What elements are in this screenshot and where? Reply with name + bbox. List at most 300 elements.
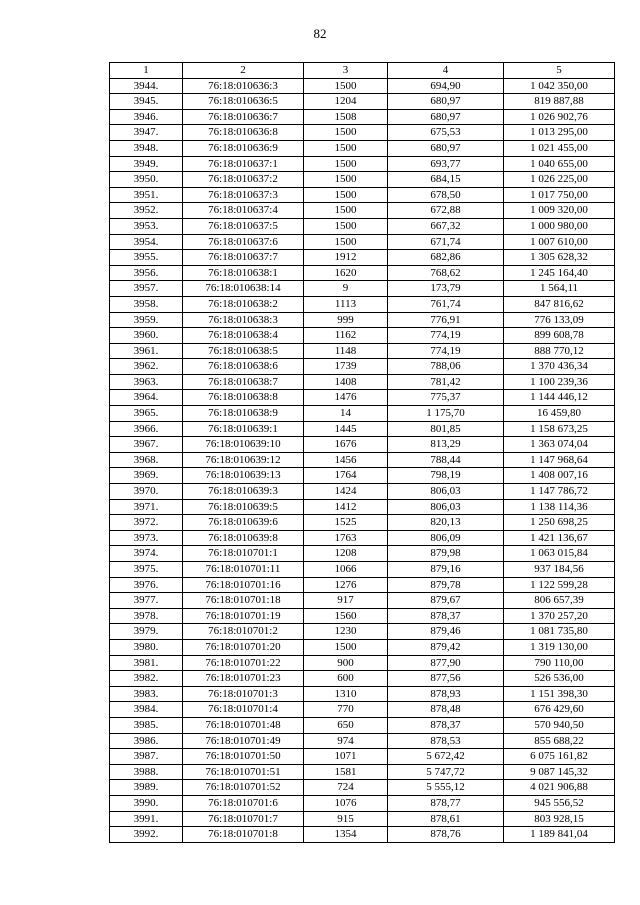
rate-value: 788,44 — [388, 452, 504, 468]
cadastral-number: 76:18:010701:2 — [183, 624, 304, 640]
table-row — [110, 203, 615, 219]
area-value: 1500 — [304, 140, 388, 156]
cadastral-number: 76:18:010639:3 — [183, 484, 304, 500]
table-row — [110, 686, 615, 702]
area-value: 1162 — [304, 328, 388, 344]
table-row — [110, 780, 615, 796]
amount-value: 1 319 130,00 — [504, 639, 615, 655]
area-value: 1412 — [304, 499, 388, 515]
cadastral-number: 76:18:010701:19 — [183, 608, 304, 624]
row-number: 3988. — [110, 764, 183, 780]
table-row — [110, 94, 615, 110]
rate-value: 774,19 — [388, 328, 504, 344]
area-value: 1764 — [304, 468, 388, 484]
table-row — [110, 624, 615, 640]
rate-value: 879,78 — [388, 577, 504, 593]
row-number: 3970. — [110, 484, 183, 500]
amount-value: 1 007 610,00 — [504, 234, 615, 250]
amount-value: 1 042 350,00 — [504, 78, 615, 94]
amount-value: 9 087 145,32 — [504, 764, 615, 780]
cadastral-number: 76:18:010638:4 — [183, 328, 304, 344]
row-number: 3958. — [110, 296, 183, 312]
amount-value: 1 013 295,00 — [504, 125, 615, 141]
rate-value: 684,15 — [388, 172, 504, 188]
row-number: 3967. — [110, 437, 183, 453]
area-value: 1066 — [304, 562, 388, 578]
area-value: 1310 — [304, 686, 388, 702]
amount-value: 6 075 161,82 — [504, 749, 615, 765]
amount-value: 803 928,15 — [504, 811, 615, 827]
rate-value: 1 175,70 — [388, 406, 504, 422]
column-header: 3 — [304, 63, 388, 79]
cadastral-number: 76:18:010638:9 — [183, 406, 304, 422]
table-row — [110, 733, 615, 749]
row-number: 3949. — [110, 156, 183, 172]
area-value: 1113 — [304, 296, 388, 312]
table-row — [110, 702, 615, 718]
cadastral-number: 76:18:010701:23 — [183, 671, 304, 687]
area-value: 1500 — [304, 78, 388, 94]
row-number: 3980. — [110, 639, 183, 655]
column-header: 2 — [183, 63, 304, 79]
area-value: 1445 — [304, 421, 388, 437]
rate-value: 768,62 — [388, 265, 504, 281]
rate-value: 806,09 — [388, 530, 504, 546]
rate-value: 682,86 — [388, 250, 504, 266]
cadastral-number: 76:18:010637:1 — [183, 156, 304, 172]
row-number: 3989. — [110, 780, 183, 796]
table-row — [110, 795, 615, 811]
area-value: 1476 — [304, 390, 388, 406]
cadastral-number: 76:18:010701:3 — [183, 686, 304, 702]
row-number: 3969. — [110, 468, 183, 484]
cadastral-number: 76:18:010639:6 — [183, 515, 304, 531]
cadastral-number: 76:18:010636:8 — [183, 125, 304, 141]
rate-value: 878,76 — [388, 827, 504, 843]
row-number: 3968. — [110, 452, 183, 468]
table-row — [110, 390, 615, 406]
rate-value: 5 747,72 — [388, 764, 504, 780]
table-row — [110, 265, 615, 281]
rate-value: 672,88 — [388, 203, 504, 219]
rate-value: 678,50 — [388, 187, 504, 203]
amount-value: 1 370 436,34 — [504, 359, 615, 375]
cadastral-number: 76:18:010638:2 — [183, 296, 304, 312]
row-number: 3986. — [110, 733, 183, 749]
area-value: 724 — [304, 780, 388, 796]
amount-value: 806 657,39 — [504, 593, 615, 609]
rate-value: 781,42 — [388, 374, 504, 390]
rate-value: 820,13 — [388, 515, 504, 531]
row-number: 3946. — [110, 109, 183, 125]
area-value: 1525 — [304, 515, 388, 531]
amount-value: 676 429,60 — [504, 702, 615, 718]
rate-value: 761,74 — [388, 296, 504, 312]
area-value: 600 — [304, 671, 388, 687]
area-value: 1500 — [304, 172, 388, 188]
area-value: 9 — [304, 281, 388, 297]
row-number: 3956. — [110, 265, 183, 281]
rate-value: 813,29 — [388, 437, 504, 453]
area-value: 650 — [304, 717, 388, 733]
cadastral-number: 76:18:010637:2 — [183, 172, 304, 188]
table-row — [110, 172, 615, 188]
cadastral-number: 76:18:010701:22 — [183, 655, 304, 671]
rate-value: 806,03 — [388, 484, 504, 500]
cadastral-number: 76:18:010637:3 — [183, 187, 304, 203]
rate-value: 5 555,12 — [388, 780, 504, 796]
rate-value: 806,03 — [388, 499, 504, 515]
amount-value: 819 887,88 — [504, 94, 615, 110]
table-row — [110, 78, 615, 94]
table-row — [110, 577, 615, 593]
amount-value: 1 363 074,04 — [504, 437, 615, 453]
cadastral-number: 76:18:010638:5 — [183, 343, 304, 359]
amount-value: 1 370 257,20 — [504, 608, 615, 624]
area-value: 917 — [304, 593, 388, 609]
amount-value: 1 063 015,84 — [504, 546, 615, 562]
area-value: 14 — [304, 406, 388, 422]
cadastral-number: 76:18:010701:7 — [183, 811, 304, 827]
cadastral-number: 76:18:010638:7 — [183, 374, 304, 390]
rate-value: 776,91 — [388, 312, 504, 328]
rate-value: 173,79 — [388, 281, 504, 297]
amount-value: 1 421 136,67 — [504, 530, 615, 546]
area-value: 1148 — [304, 343, 388, 359]
area-value: 1581 — [304, 764, 388, 780]
row-number: 3948. — [110, 140, 183, 156]
cadastral-number: 76:18:010701:4 — [183, 702, 304, 718]
row-number: 3966. — [110, 421, 183, 437]
area-value: 1354 — [304, 827, 388, 843]
cadastral-number: 76:18:010701:50 — [183, 749, 304, 765]
table-row — [110, 140, 615, 156]
table-row — [110, 499, 615, 515]
table-row — [110, 250, 615, 266]
area-value: 999 — [304, 312, 388, 328]
amount-value: 937 184,56 — [504, 562, 615, 578]
area-value: 1204 — [304, 94, 388, 110]
column-header: 5 — [504, 63, 615, 79]
cadastral-number: 76:18:010638:3 — [183, 312, 304, 328]
amount-value: 16 459,80 — [504, 406, 615, 422]
table-row — [110, 312, 615, 328]
amount-value: 1 040 655,00 — [504, 156, 615, 172]
area-value: 1071 — [304, 749, 388, 765]
cadastral-number: 76:18:010639:5 — [183, 499, 304, 515]
table-row — [110, 359, 615, 375]
row-number: 3961. — [110, 343, 183, 359]
cadastral-number: 76:18:010638:1 — [183, 265, 304, 281]
row-number: 3976. — [110, 577, 183, 593]
area-value: 1230 — [304, 624, 388, 640]
amount-value: 4 021 906,88 — [504, 780, 615, 796]
amount-value: 790 110,00 — [504, 655, 615, 671]
cadastral-number: 76:18:010701:51 — [183, 764, 304, 780]
table-row — [110, 296, 615, 312]
area-value: 1500 — [304, 187, 388, 203]
area-value: 1208 — [304, 546, 388, 562]
row-number: 3960. — [110, 328, 183, 344]
row-number: 3974. — [110, 546, 183, 562]
row-number: 3962. — [110, 359, 183, 375]
amount-value: 526 536,00 — [504, 671, 615, 687]
row-number: 3978. — [110, 608, 183, 624]
amount-value: 1 147 968,64 — [504, 452, 615, 468]
area-value: 1912 — [304, 250, 388, 266]
column-header: 4 — [388, 63, 504, 79]
amount-value: 899 608,78 — [504, 328, 615, 344]
table-row — [110, 639, 615, 655]
area-value: 1500 — [304, 639, 388, 655]
amount-value: 1 000 980,00 — [504, 218, 615, 234]
rate-value: 878,61 — [388, 811, 504, 827]
table-row — [110, 546, 615, 562]
rate-value: 879,42 — [388, 639, 504, 655]
rate-value: 680,97 — [388, 94, 504, 110]
amount-value: 1 009 320,00 — [504, 203, 615, 219]
row-number: 3955. — [110, 250, 183, 266]
amount-value: 1 026 902,76 — [504, 109, 615, 125]
amount-value: 1 138 114,36 — [504, 499, 615, 515]
table-row — [110, 109, 615, 125]
row-number: 3947. — [110, 125, 183, 141]
rate-value: 879,16 — [388, 562, 504, 578]
row-number: 3959. — [110, 312, 183, 328]
row-number: 3944. — [110, 78, 183, 94]
area-value: 974 — [304, 733, 388, 749]
column-header: 1 — [110, 63, 183, 79]
amount-value: 1 021 455,00 — [504, 140, 615, 156]
table-row — [110, 749, 615, 765]
cadastral-number: 76:18:010701:6 — [183, 795, 304, 811]
amount-value: 1 017 750,00 — [504, 187, 615, 203]
area-value: 770 — [304, 702, 388, 718]
row-number: 3945. — [110, 94, 183, 110]
rate-value: 693,77 — [388, 156, 504, 172]
row-number: 3984. — [110, 702, 183, 718]
area-value: 1739 — [304, 359, 388, 375]
cadastral-number: 76:18:010636:9 — [183, 140, 304, 156]
area-value: 1620 — [304, 265, 388, 281]
row-number: 3963. — [110, 374, 183, 390]
row-number: 3985. — [110, 717, 183, 733]
table-row — [110, 484, 615, 500]
area-value: 1408 — [304, 374, 388, 390]
table-row — [110, 125, 615, 141]
area-value: 1508 — [304, 109, 388, 125]
table-row — [110, 452, 615, 468]
row-number: 3992. — [110, 827, 183, 843]
cadastral-number: 76:18:010701:16 — [183, 577, 304, 593]
rate-value: 775,37 — [388, 390, 504, 406]
table-row — [110, 671, 615, 687]
cadastral-number: 76:18:010701:20 — [183, 639, 304, 655]
table-row — [110, 811, 615, 827]
cadastral-number: 76:18:010638:6 — [183, 359, 304, 375]
cadastral-number: 76:18:010701:18 — [183, 593, 304, 609]
rate-value: 5 672,42 — [388, 749, 504, 765]
amount-value: 847 816,62 — [504, 296, 615, 312]
rate-value: 680,97 — [388, 109, 504, 125]
row-number: 3987. — [110, 749, 183, 765]
area-value: 1500 — [304, 234, 388, 250]
row-number: 3964. — [110, 390, 183, 406]
rate-value: 879,46 — [388, 624, 504, 640]
cadastral-number: 76:18:010638:8 — [183, 390, 304, 406]
table-row — [110, 655, 615, 671]
area-value: 900 — [304, 655, 388, 671]
table-row — [110, 421, 615, 437]
amount-value: 1 026 225,00 — [504, 172, 615, 188]
rate-value: 801,85 — [388, 421, 504, 437]
table-row — [110, 437, 615, 453]
rate-value: 878,37 — [388, 717, 504, 733]
row-number: 3953. — [110, 218, 183, 234]
amount-value: 1 144 446,12 — [504, 390, 615, 406]
row-number: 3990. — [110, 795, 183, 811]
cadastral-number: 76:18:010701:52 — [183, 780, 304, 796]
amount-value: 1 189 841,04 — [504, 827, 615, 843]
rate-value: 878,53 — [388, 733, 504, 749]
area-value: 1763 — [304, 530, 388, 546]
table-row — [110, 562, 615, 578]
cadastral-number: 76:18:010637:6 — [183, 234, 304, 250]
amount-value: 1 305 628,32 — [504, 250, 615, 266]
cadastral-number: 76:18:010639:13 — [183, 468, 304, 484]
table-row — [110, 593, 615, 609]
rate-value: 680,97 — [388, 140, 504, 156]
amount-value: 1 245 164,40 — [504, 265, 615, 281]
table-row — [110, 515, 615, 531]
amount-value: 945 556,52 — [504, 795, 615, 811]
row-number: 3975. — [110, 562, 183, 578]
cadastral-number: 76:18:010639:10 — [183, 437, 304, 453]
row-number: 3951. — [110, 187, 183, 203]
amount-value: 1 408 007,16 — [504, 468, 615, 484]
document-table — [109, 62, 615, 843]
amount-value: 855 688,22 — [504, 733, 615, 749]
amount-value: 1 564,11 — [504, 281, 615, 297]
cadastral-number: 76:18:010638:14 — [183, 281, 304, 297]
table-row — [110, 156, 615, 172]
table-row — [110, 187, 615, 203]
amount-value: 1 158 673,25 — [504, 421, 615, 437]
rate-value: 878,93 — [388, 686, 504, 702]
table-row — [110, 530, 615, 546]
table-row — [110, 468, 615, 484]
row-number: 3979. — [110, 624, 183, 640]
area-value: 1076 — [304, 795, 388, 811]
rate-value: 878,48 — [388, 702, 504, 718]
table-row — [110, 328, 615, 344]
amount-value: 1 100 239,36 — [504, 374, 615, 390]
table-row — [110, 764, 615, 780]
cadastral-number: 76:18:010636:3 — [183, 78, 304, 94]
table-row — [110, 374, 615, 390]
table-row — [110, 234, 615, 250]
cadastral-number: 76:18:010637:7 — [183, 250, 304, 266]
area-value: 1500 — [304, 125, 388, 141]
amount-value: 1 151 398,30 — [504, 686, 615, 702]
amount-value: 1 250 698,25 — [504, 515, 615, 531]
area-value: 1424 — [304, 484, 388, 500]
cadastral-number: 76:18:010637:5 — [183, 218, 304, 234]
area-value: 1500 — [304, 203, 388, 219]
rate-value: 877,90 — [388, 655, 504, 671]
table-header-row — [110, 63, 615, 79]
rate-value: 788,06 — [388, 359, 504, 375]
amount-value: 1 122 599,28 — [504, 577, 615, 593]
row-number: 3950. — [110, 172, 183, 188]
cadastral-number: 76:18:010636:5 — [183, 94, 304, 110]
rate-value: 879,98 — [388, 546, 504, 562]
cadastral-number: 76:18:010637:4 — [183, 203, 304, 219]
row-number: 3957. — [110, 281, 183, 297]
table-row — [110, 827, 615, 843]
area-value: 1276 — [304, 577, 388, 593]
cadastral-number: 76:18:010639:8 — [183, 530, 304, 546]
table-row — [110, 717, 615, 733]
amount-value: 1 081 735,80 — [504, 624, 615, 640]
table-row — [110, 281, 615, 297]
cadastral-number: 76:18:010701:8 — [183, 827, 304, 843]
row-number: 3952. — [110, 203, 183, 219]
cadastral-number: 76:18:010639:1 — [183, 421, 304, 437]
row-number: 3991. — [110, 811, 183, 827]
amount-value: 570 940,50 — [504, 717, 615, 733]
area-value: 1500 — [304, 156, 388, 172]
page-number: 82 — [313, 26, 327, 41]
cadastral-number: 76:18:010701:49 — [183, 733, 304, 749]
table-row — [110, 218, 615, 234]
area-value: 915 — [304, 811, 388, 827]
area-value: 1456 — [304, 452, 388, 468]
rate-value: 675,53 — [388, 125, 504, 141]
amount-value: 776 133,09 — [504, 312, 615, 328]
rate-value: 877,56 — [388, 671, 504, 687]
rate-value: 879,67 — [388, 593, 504, 609]
rate-value: 671,74 — [388, 234, 504, 250]
rate-value: 667,32 — [388, 218, 504, 234]
cadastral-number: 76:18:010701:48 — [183, 717, 304, 733]
row-number: 3982. — [110, 671, 183, 687]
area-value: 1560 — [304, 608, 388, 624]
amount-value: 1 147 786,72 — [504, 484, 615, 500]
area-value: 1676 — [304, 437, 388, 453]
area-value: 1500 — [304, 218, 388, 234]
rate-value: 798,19 — [388, 468, 504, 484]
rate-value: 878,77 — [388, 795, 504, 811]
row-number: 3971. — [110, 499, 183, 515]
row-number: 3983. — [110, 686, 183, 702]
rate-value: 774,19 — [388, 343, 504, 359]
cadastral-number: 76:18:010636:7 — [183, 109, 304, 125]
row-number: 3981. — [110, 655, 183, 671]
table-row — [110, 343, 615, 359]
row-number: 3972. — [110, 515, 183, 531]
table-row — [110, 406, 615, 422]
row-number: 3965. — [110, 406, 183, 422]
row-number: 3977. — [110, 593, 183, 609]
cadastral-number: 76:18:010639:12 — [183, 452, 304, 468]
row-number: 3973. — [110, 530, 183, 546]
cadastral-number: 76:18:010701:1 — [183, 546, 304, 562]
amount-value: 888 770,12 — [504, 343, 615, 359]
cadastral-number: 76:18:010701:11 — [183, 562, 304, 578]
rate-value: 694,90 — [388, 78, 504, 94]
rate-value: 878,37 — [388, 608, 504, 624]
